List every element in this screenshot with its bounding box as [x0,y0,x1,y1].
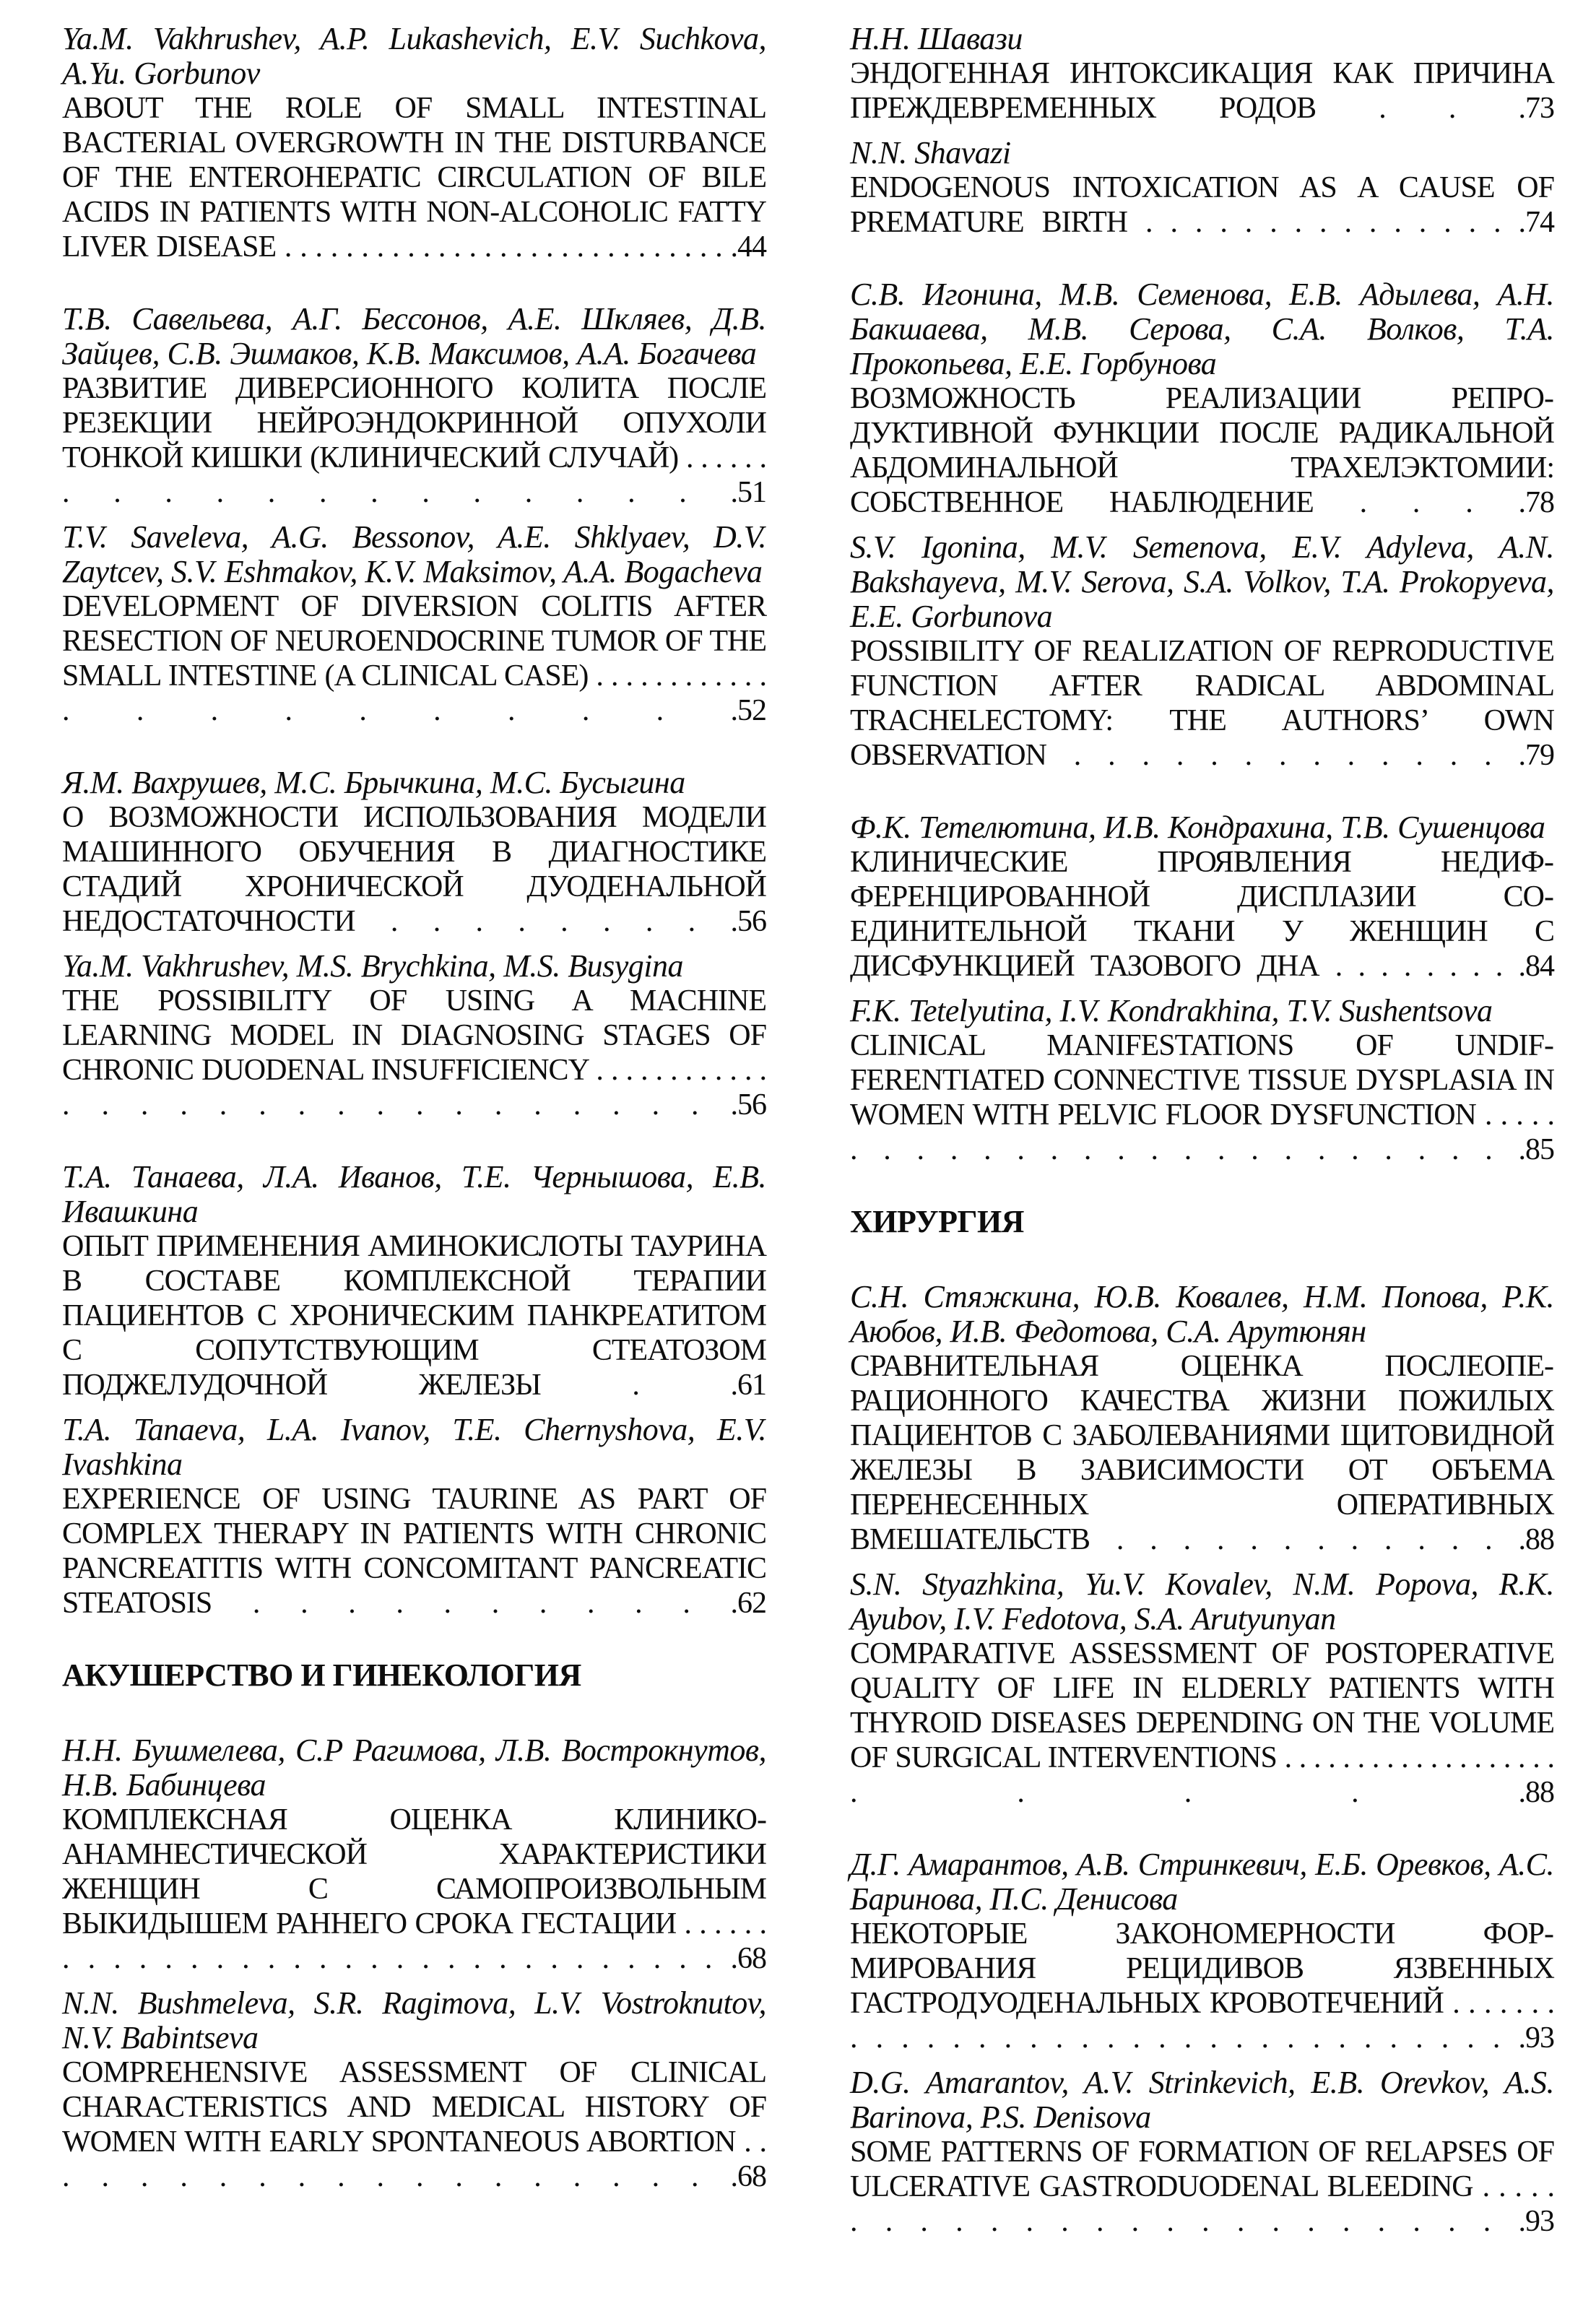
entry-title: ENDOGENOUS INTOXICATION AS A CAUSE OF PREMATURE BIRTH . . . . . . . . . . . . . . . .74 [850,171,1554,239]
entry-title: НЕКОТОРЫЕ ЗАКОНОМЕРНОСТИ ФОРМИРОВАНИЯ РЕЦИДИВОВ ЯЗВЕННЫХ ГАСТРОДУОДЕНАЛЬНЫХ КРОВОТЕЧЕНИЙ . . . . . . . . . . . . . . . . . . . . . . . . . . . . . . . . . .93 [850,1917,1554,2055]
entry-title: О ВОЗМОЖНОСТИ ИСПОЛЬЗОВАНИЯ МОДЕЛИ МАШИННОГО ОБУЧЕНИЯ В ДИАГНОСТИКЕ СТАДИЙ ХРОНИЧЕСКОЙ ДУОДЕНАЛЬНОЙ НЕДОСТАТОЧНОСТИ . . . . . . . . .56 [62,801,766,938]
entry-authors: D.G. Amarantov, A.V. Strinkevich, E.B. Orevkov, A.S. Barinova, P.S. Denisova [850,2065,1554,2135]
toc-entry [62,1413,766,1621]
entry-title: РАЗВИТИЕ ДИВЕРСИОННОГО КОЛИТА ПОСЛЕ РЕЗЕКЦИИ НЕЙРОЭНДОКРИННОЙ ОПУХОЛИ ТОНКОЙ КИШКИ (КЛИНИЧЕСКИЙ СЛУЧАЙ) . . . . . . . . . . . . . . . . . . . .51 [62,372,766,509]
entry-title: ВОЗМОЖНОСТЬ РЕАЛИЗАЦИИ РЕПРОДУКТИВНОЙ ФУНКЦИИ ПОСЛЕ РАДИКАЛЬНОЙ АБДОМИНАЛЬНОЙ ТРАХЕЛЭКТОМИИ: СОБСТВЕННОЕ НАБЛЮДЕНИЕ . . . .78 [850,382,1554,519]
entry-authors: Я.М. Вахрушев, М.С. Брычкина, М.С. Бусыгина [62,765,685,800]
entry-title: ABOUT THE ROLE OF SMALL INTESTINAL BACTERIAL OVERGROWTH IN THE DISTURBANCE OF THE ENTEROHEPATIC CIRCULATION OF BILE ACIDS IN PATIENTS WITH NON-ALCOHOLIC FATTY LIVER DISEASE . . . . . . . . . . . . . . . . . . . . . . . . . . . . . .44 [62,92,766,264]
entry-authors: С.Н. Стяжкина, Ю.В. Ковалев, Н.М. Попова, Р.К. Аюбов, И.В. Федотова, С.А. Арутюнян [850,1279,1554,1349]
toc-entry [62,302,766,510]
toc-entry [850,810,1554,984]
entry-authors: N.N. Shavazi [850,135,1011,170]
toc-entry [850,22,1554,126]
toc-entry [850,530,1554,773]
toc-column-right [850,22,1554,2295]
entry-authors: Н.Н. Бушмелева, С.Р Рагимова, Л.В. Вострокнутов, Н.В. Бабинцева [62,1733,766,1803]
entry-title: КЛИНИЧЕСКИЕ ПРОЯВЛЕНИЯ НЕДИФФЕРЕНЦИРОВАННОЙ ДИСПЛАЗИИ СОЕДИНИТЕЛЬНОЙ ТКАНИ У ЖЕНЩИН С ДИСФУНКЦИЕЙ ТАЗОВОГО ДНА . . . . . . . . .84 [850,846,1554,983]
entry-authors: F.K. Tetelyutina, I.V. Kondrakhina, T.V. Sushentsova [850,993,1493,1028]
entry-authors: Д.Г. Амарантов, А.В. Стринкевич, Е.Б. Оревков, А.С. Баринова, П.С. Денисова [850,1847,1554,1917]
entry-title: SOME PATTERNS OF FORMATION OF RELAPSES OF ULCERATIVE GASTRODUODENAL BLEEDING . . . . . . . . . . . . . . . . . . . . . . . . .93 [850,2136,1554,2238]
toc-entry [850,2065,1554,2239]
toc-column-left [62,22,766,2295]
entry-authors: N.N. Bushmeleva, S.R. Ragimova, L.V. Vostroknutov, N.V. Babintseva [62,1985,766,2055]
entry-title: DEVELOPMENT OF DIVERSION COLITIS AFTER RESECTION OF NEUROENDOCRINE TUMOR OF THE SMALL INTESTINE (A CLINICAL CASE) . . . . . . . . . . . . . . . . . . . . . .52 [62,590,766,727]
section-heading-obstetrics-gynecology: АКУШЕРСТВО И ГИНЕКОЛОГИЯ [62,1657,581,1693]
toc-entry [62,766,766,939]
entry-authors: Ya.M. Vakhrushev, A.P. Lukashevich, E.V. Suchkova, A.Yu. Gorbunov [62,21,766,91]
entry-title: ЭНДОГЕННАЯ ИНТОКСИКАЦИЯ КАК ПРИЧИНА ПРЕЖДЕВРЕМЕННЫХ РОДОВ . . .73 [850,57,1554,125]
toc-entry [62,520,766,728]
section-heading-surgery: ХИРУРГИЯ [850,1204,1024,1239]
toc-entry [850,1567,1554,1810]
entry-authors: S.N. Styazhkina, Yu.V. Kovalev, N.M. Popova, R.K. Ayubov, I.V. Fedotova, S.A. Arutyunyan [850,1566,1554,1636]
toc-entry [850,1847,1554,2055]
entry-authors: С.В. Игонина, М.В. Семенова, Е.В. Адылева, А.Н. Бакшаева, М.В. Серова, С.А. Волков, Т.А. Прокопьева, Е.Е. Горбунова [850,277,1554,381]
entry-authors: T.A. Tanaeva, L.A. Ivanov, T.E. Chernyshova, E.V. Ivashkina [62,1412,766,1482]
toc-entry [850,277,1554,520]
entry-authors: T.V. Saveleva, A.G. Bessonov, A.E. Shklyaev, D.V. Zaytcev, S.V. Eshmakov, K.V. Maksimov, A.A. Bogacheva [62,519,766,589]
toc-entry [850,1280,1554,1557]
entry-title: ОПЫТ ПРИМЕНЕНИЯ АМИНОКИСЛОТЫ ТАУРИНА В СОСТАВЕ КОМПЛЕКСНОЙ ТЕРАПИИ ПАЦИЕНТОВ С ХРОНИЧЕСКИМ ПАНКРЕАТИТОМ С СОПУТСТВУЮЩИМ СТЕАТОЗОМ ПОДЖЕЛУДОЧНОЙ ЖЕЛЕЗЫ . .61 [62,1230,766,1402]
entry-title: COMPARATIVE ASSESSMENT OF POSTOPERATIVE QUALITY OF LIFE IN ELDERLY PATIENTS WITH THYROID DISEASES DEPENDING ON THE VOLUME OF SURGICAL INTERVENTIONS . . . . . . . . . . . . . . . . . . . . . . . .88 [850,1637,1554,1809]
entry-authors: Т.А. Танаева, Л.А. Иванов, Т.Е. Чернышова, Е.В. Ивашкина [62,1159,766,1229]
toc-entry [62,949,766,1122]
entry-authors: Н.Н. Шавази [850,21,1023,56]
entry-title: CLINICAL MANIFESTATIONS OF UNDIFFERENTIATED CONNECTIVE TISSUE DYSPLASIA IN WOMEN WITH PELVIC FLOOR DYSFUNCTION . . . . . . . . . . . . . . . . . . . . . . . . . .85 [850,1029,1554,1166]
entry-title: COMPREHENSIVE ASSESSMENT OF CLINICAL CHARACTERISTICS AND MEDICAL HISTORY OF WOMEN WITH EARLY SPONTANEOUS ABORTION . . . . . . . . . . . . . . . . . . . .68 [62,2056,766,2193]
toc-entry [62,1986,766,2194]
entry-title: КОМПЛЕКСНАЯ ОЦЕНКА КЛИНИКО-АНАМНЕСТИЧЕСКОЙ ХАРАКТЕРИСТИКИ ЖЕНЩИН С САМОПРОИЗВОЛЬНЫМ ВЫКИДЫШЕМ РАННЕГО СРОКА ГЕСТАЦИИ . . . . . . . . . . . . . . . . . . . . . . . . . . . . . . . . .68 [62,1803,766,1975]
entry-title: THE POSSIBILITY OF USING A MACHINE LEARNING MODEL IN DIAGNOSING STAGES OF CHRONIC DUODENAL INSUFFICIENCY . . . . . . . . . . . . . . . . . . . . . . . . . . . . . .56 [62,984,766,1122]
entry-authors: Ya.M. Vakhrushev, M.S. Brychkina, M.S. Busygina [62,948,684,984]
toc-entry [850,994,1554,1167]
entry-authors: S.V. Igonina, M.V. Semenova, E.V. Adyleva, A.N. Bakshayeva, M.V. Serova, S.A. Volkov, T.A. Prokopyeva, E.E. Gorbunova [850,529,1554,634]
entry-title: СРАВНИТЕЛЬНАЯ ОЦЕНКА ПОСЛЕОПЕРАЦИОННОГО КАЧЕСТВА ЖИЗНИ ПОЖИЛЫХ ПАЦИЕНТОВ С ЗАБОЛЕВАНИЯМИ ЩИТОВИДНОЙ ЖЕЛЕЗЫ В ЗАВИСИМОСТИ ОТ ОБЪЕМА ПЕРЕНЕСЕННЫХ ОПЕРАТИВНЫХ ВМЕШАТЕЛЬСТВ . . . . . . . . . . . . .88 [850,1350,1554,1556]
toc-entry [62,1160,766,1402]
entry-title: POSSIBILITY OF REALIZATION OF REPRODUCTIVE FUNCTION AFTER RADICAL ABDOMINAL TRACHELECTOMY: THE AUTHORS’ OWN OBSERVATION . . . . . . . . . . . . . .79 [850,635,1554,772]
toc-entry [62,22,766,264]
toc-entry [850,136,1554,240]
entry-authors: Т.В. Савельева, А.Г. Бессонов, А.Е. Шкляев, Д.В. Зайцев, С.В. Эшмаков, К.В. Максимов, А.А. Богачева [62,301,766,371]
toc-entry [62,1733,766,1976]
entry-authors: Ф.К. Тетелютина, И.В. Кондрахина, Т.В. Сушенцова [850,810,1545,845]
entry-title: EXPERIENCE OF USING TAURINE AS PART OF COMPLEX THERAPY IN PATIENTS WITH CHRONIC PANCREATITIS WITH CONCOMITANT PANCREATIC STEATOSIS . . . . . . . . . . .62 [62,1483,766,1620]
